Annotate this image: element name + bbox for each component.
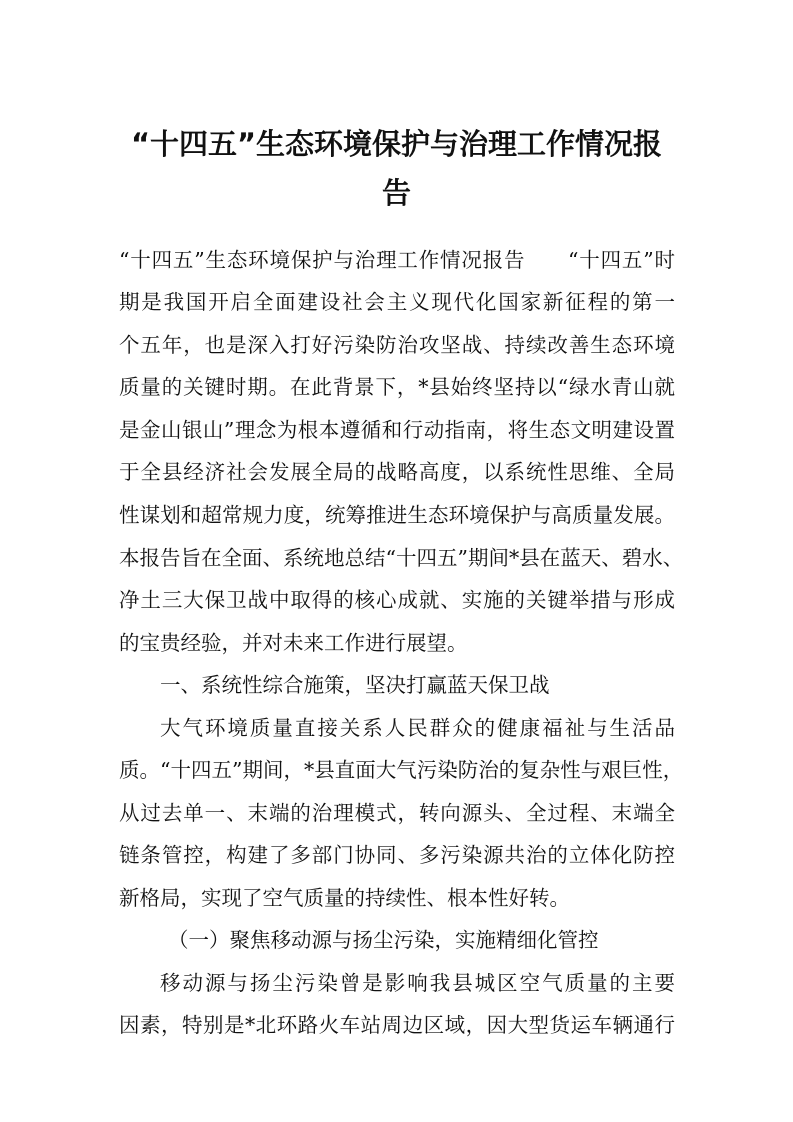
body-line-1: “十四五”生态环境保护与治理工作情况报告 “十四五”时 xyxy=(119,248,675,272)
body-line-19: 因素，特别是*北环路火车站周边区域，因大型货运车辆通行 xyxy=(119,1013,675,1037)
subsection-heading-1: （一）聚焦移动源与扬尘污染，实施精细化管控 xyxy=(168,928,599,952)
body-line-9: 净土三大保卫战中取得的核心成就、实施的关键举措与形成 xyxy=(119,588,675,612)
body-line-12: 大气环境质量直接关系人民群众的健康福祉与生活品 xyxy=(160,716,675,740)
body-line-7: 性谋划和超常规力度，统筹推进生态环境保护与高质量发展。 xyxy=(119,503,675,527)
body-line-2: 期是我国开启全面建设社会主义现代化国家新征程的第一 xyxy=(119,290,675,314)
document-title-line-2: 告 xyxy=(381,176,411,210)
section-heading-1: 一、系统性综合施策，坚决打赢蓝天保卫战 xyxy=(160,673,550,697)
body-line-6: 于全县经济社会发展全局的战略高度，以系统性思维、全局 xyxy=(119,460,675,484)
body-line-13: 质。“十四五”期间，*县直面大气污染防治的复杂性与艰巨性， xyxy=(119,758,684,782)
body-line-10: 的宝贵经验，并对未来工作进行展望。 xyxy=(119,631,468,655)
body-line-16: 新格局，实现了空气质量的持续性、根本性好转。 xyxy=(119,886,570,910)
body-line-4: 质量的关键时期。在此背景下，*县始终坚持以“绿水青山就 xyxy=(119,375,675,399)
body-line-5: 是金山银山”理念为根本遵循和行动指南，将生态文明建设置 xyxy=(119,418,675,442)
body-line-8: 本报告旨在全面、系统地总结“十四五”期间*县在蓝天、碧水、 xyxy=(119,546,684,570)
document-title-line-1: “十四五”生态环境保护与治理工作情况报 xyxy=(130,127,663,161)
body-line-14: 从过去单一、末端的治理模式，转向源头、全过程、末端全 xyxy=(119,801,675,825)
body-line-18: 移动源与扬尘污染曾是影响我县城区空气质量的主要 xyxy=(160,971,675,995)
body-line-3: 个五年，也是深入打好污染防治攻坚战、持续改善生态环境 xyxy=(119,333,675,357)
body-line-15: 链条管控，构建了多部门协同、多污染源共治的立体化防控 xyxy=(119,843,675,867)
